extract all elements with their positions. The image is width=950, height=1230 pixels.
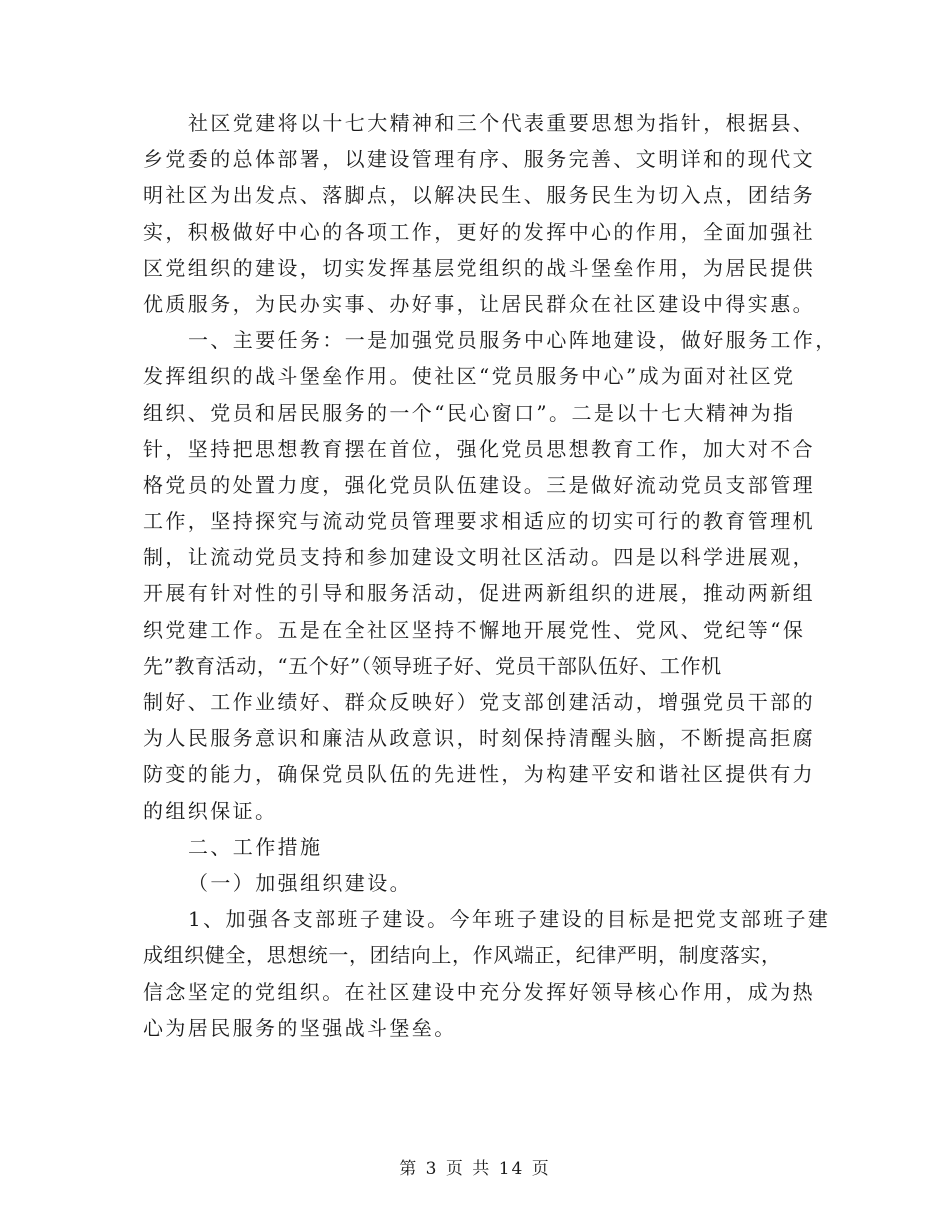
section-heading: 二、工作措施 bbox=[188, 834, 323, 859]
text-line: 制好、工作业绩好、群众反映好）党支部创建活动，增强党员干部的 bbox=[143, 690, 815, 714]
text-line: 防变的能力，确保党员队伍的先进性，为构建平安和谐社区提供有力 bbox=[143, 762, 815, 787]
page-number-footer: 第 3 页 共 14 页 bbox=[399, 1159, 551, 1179]
text-line: 开展有针对性的引导和服务活动，促进两新组织的进展，推动两新组 bbox=[143, 581, 815, 606]
text-line: 乡党委的总体部署，以建设管理有序、服务完善、文明详和的现代文 bbox=[143, 147, 815, 172]
document-body bbox=[143, 105, 838, 1046]
text-line: 织党建工作。五是在全社区坚持不懈地开展党性、党风、党纪等“保 bbox=[143, 617, 806, 642]
text-line: 工作，坚持探究与流动党员管理要求相适应的切实可行的教育管理机 bbox=[143, 509, 815, 534]
text-line: 心为居民服务的坚强战斗堡垒。 bbox=[143, 1015, 457, 1040]
text-line: 优质服务，为民办实事、办好事，让居民群众在社区建设中得实惠。 bbox=[143, 291, 815, 316]
text-line: 发挥组织的战斗堡垒作用。使社区“党员服务中心”成为面对社区党 bbox=[143, 364, 796, 389]
text-line: 针，坚持把思想教育摆在首位，强化党员思想教育工作，加大对不合 bbox=[143, 436, 815, 461]
text-line: 组织、党员和居民服务的一个“民心窗口”。二是以十七大精神为指 bbox=[143, 400, 796, 425]
text-line: 先”教育活动，“五个好”（领导班子好、党员干部队伍好、工作机 bbox=[143, 653, 722, 678]
text-line: 明社区为出发点、落脚点，以解决民生、服务民生为切入点，团结务 bbox=[143, 183, 815, 208]
subsection-heading: （一）加强组织建设。 bbox=[188, 870, 412, 895]
text-line: 成组织健全，思想统一，团结向上，作风端正，纪律严明，制度落实， bbox=[143, 943, 782, 968]
text-line: 为人民服务意识和廉洁从政意识，时刻保持清醒头脑，不断提高拒腐 bbox=[143, 726, 815, 751]
text-line: 实，积极做好中心的各项工作，更好的发挥中心的作用，全面加强社 bbox=[143, 219, 815, 244]
text-line: 信念坚定的党组织。在社区建设中充分发挥好领导核心作用，成为热 bbox=[143, 979, 815, 1004]
text-line: 社区党建将以十七大精神和三个代表重要思想为指针，根据县、 bbox=[188, 111, 816, 135]
text-line: 1、加强各支部班子建设。今年班子建设的目标是把党支部班子建 bbox=[188, 907, 831, 932]
text-line: 格党员的处置力度，强化党员队伍建设。三是做好流动党员支部管理 bbox=[143, 472, 815, 497]
text-line: 区党组织的建设，切实发挥基层党组织的战斗堡垒作用，为居民提供 bbox=[143, 255, 815, 280]
text-line: 一、主要任务：一是加强党员服务中心阵地建设，做好服务工作， bbox=[188, 328, 838, 353]
text-line: 制，让流动党员支持和参加建设文明社区活动。四是以科学进展观， bbox=[143, 545, 815, 570]
text-line: 的组织保证。 bbox=[143, 798, 278, 823]
